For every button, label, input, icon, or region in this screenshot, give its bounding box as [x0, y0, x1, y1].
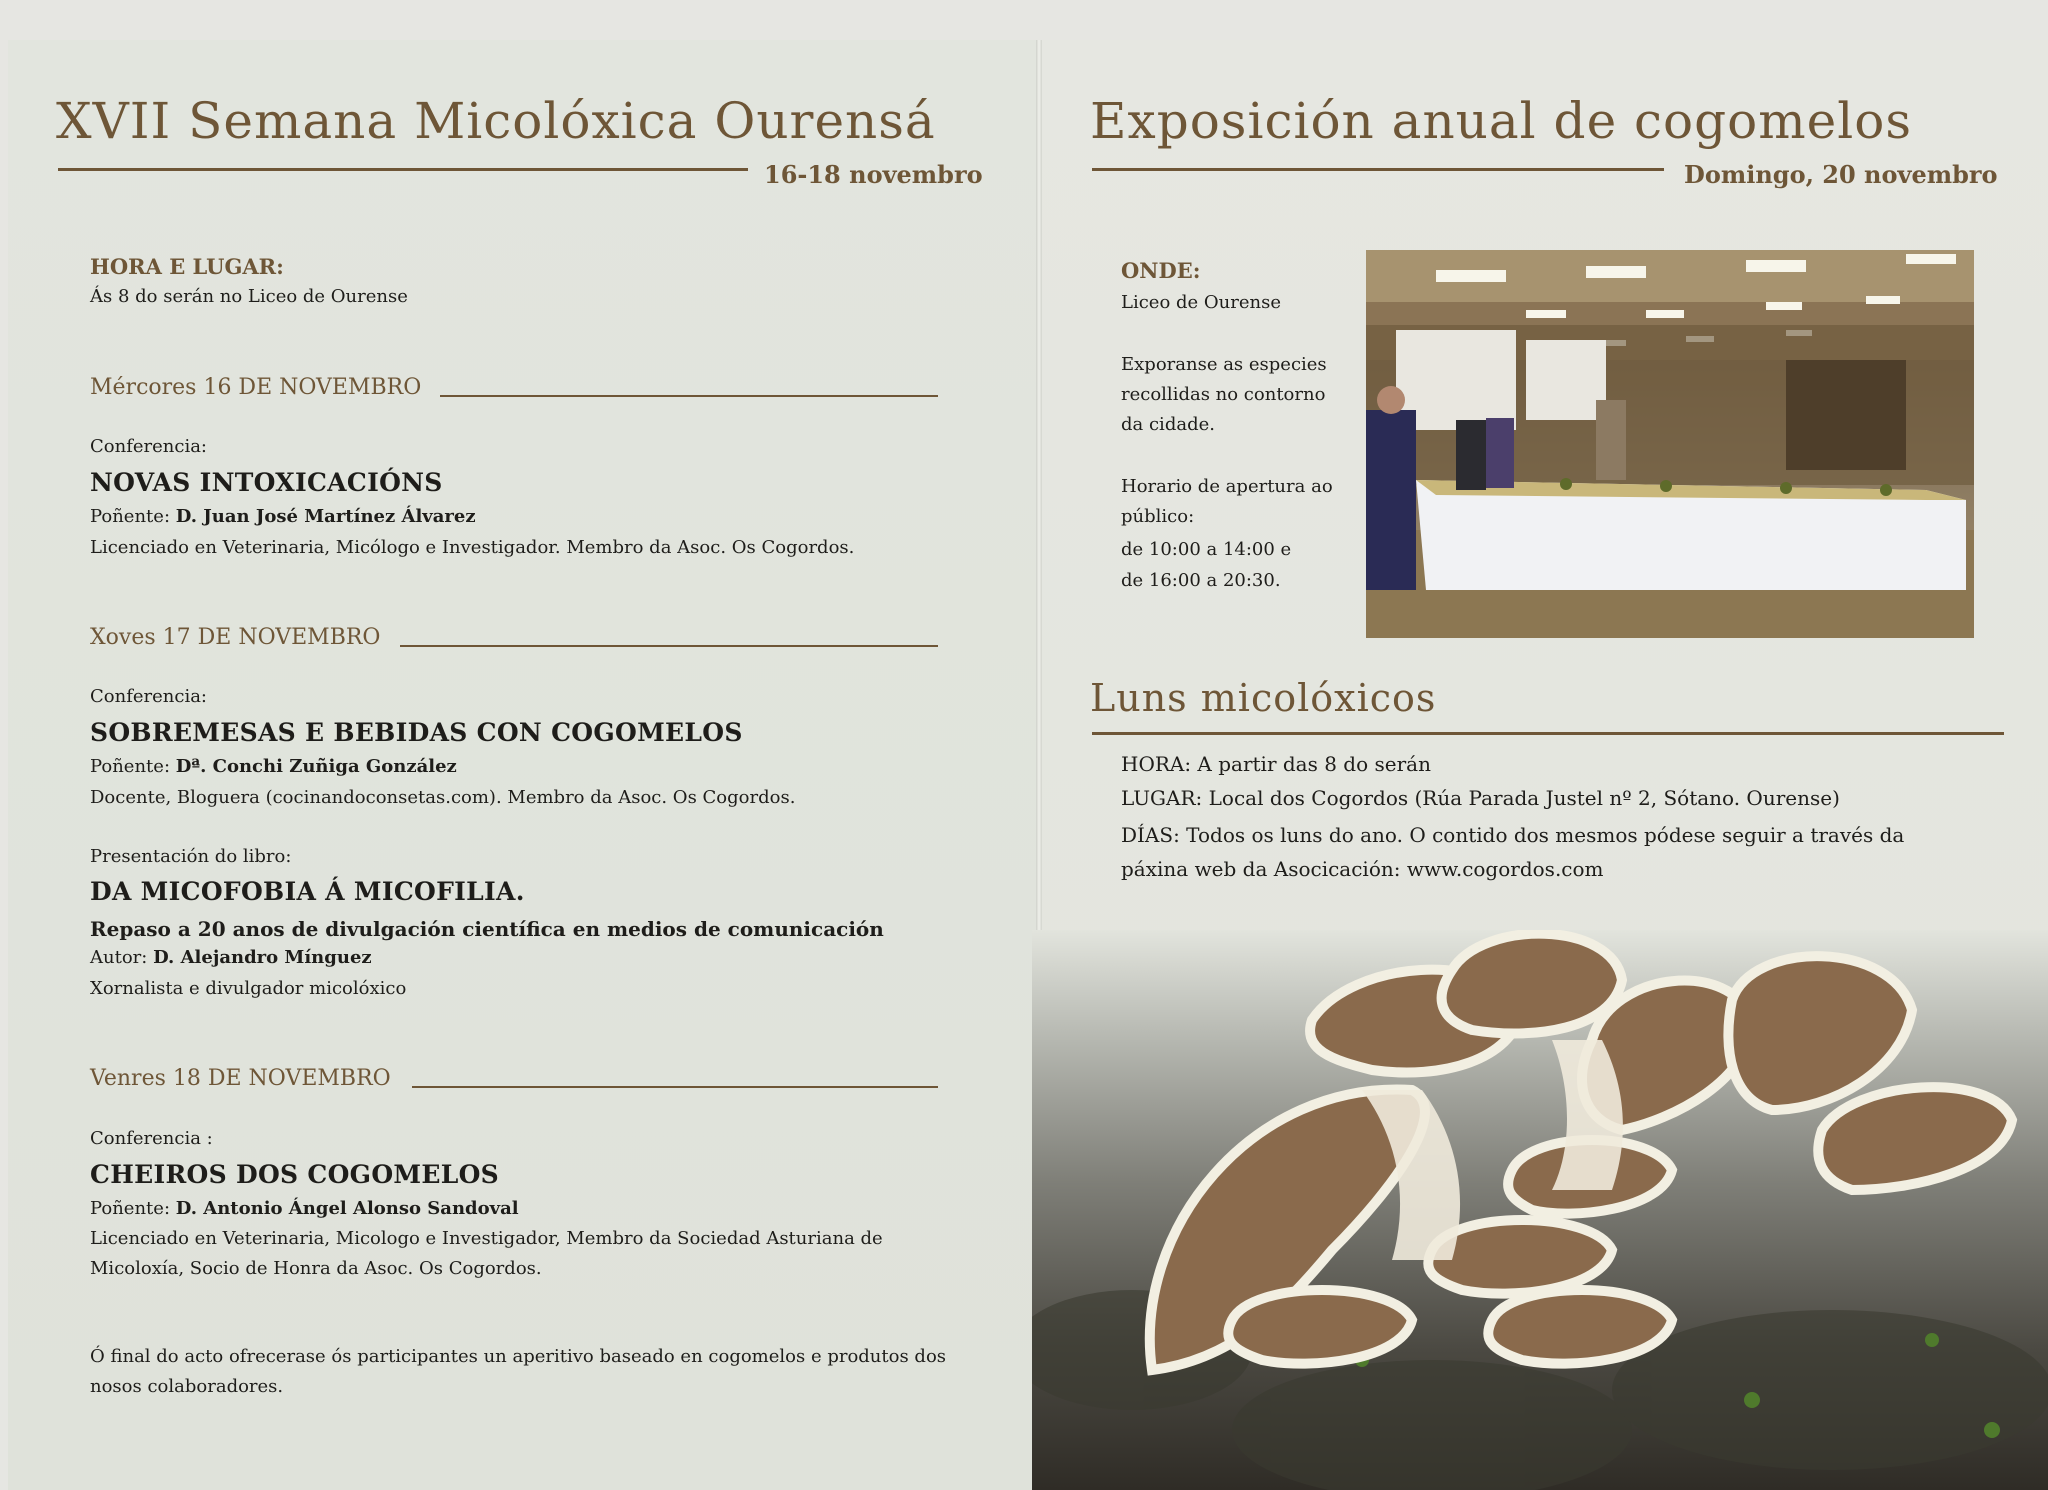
left-dates: 16-18 novembro — [764, 160, 983, 189]
speaker-prefix-3: Poñente: — [90, 1198, 176, 1219]
luns-lugar — [1121, 786, 1840, 810]
speaker-bio-3: Licenciado en Veterinaria, Micologo e Investigador, Membro da Sociedad Asturiana de Micoloxía, Socio de Honra da Asoc. Os Cogordos. — [90, 1228, 883, 1279]
luns-lugar-label: LUGAR: — [1121, 786, 1203, 810]
left-title: XVII Semana Micolóxica Ourensá — [56, 92, 936, 150]
horario-label: Horario de apertura ao público: — [1121, 476, 1333, 527]
mushroom-photo — [1032, 930, 2048, 1490]
luns-hora-label: HORA: — [1121, 752, 1192, 776]
luns-dias — [1121, 818, 1951, 886]
hora-lugar-text: Ás 8 do serán no Liceo de Ourense — [90, 286, 408, 307]
footer-note: Ó final do acto ofrecerase ós participantes un aperitivo baseado en cogomelos e produtos dos nosos colaboradores. — [90, 1346, 947, 1397]
exhibition-photo — [1366, 250, 1974, 638]
speaker-name-2: Dª. Conchi Zuñiga González — [175, 756, 457, 777]
talk-title-1: NOVAS INTOXICACIÓNS — [90, 468, 443, 497]
book-subtitle: Repaso a 20 anos de divulgación científica en medios de comunicación — [90, 917, 884, 941]
right-dates: Domingo, 20 novembro — [1684, 160, 1998, 189]
conf-label-3: Conferencia : — [90, 1128, 213, 1149]
hora-lugar-label: HORA E LUGAR: — [90, 254, 284, 279]
luns-dias-text: Todos os luns do ano. O contido dos mesmos pódese seguir a través da páxina web da Asocicación: www.cogordos.com — [1121, 823, 1905, 881]
author-prefix: Autor: — [90, 947, 154, 968]
author-name: D. Alejandro Mínguez — [153, 947, 372, 968]
luns-hora — [1121, 752, 1431, 776]
onde-text: Liceo de Ourense — [1121, 292, 1281, 313]
luns-dias-label: DÍAS: — [1121, 823, 1180, 847]
speaker-bio-1: Licenciado en Veterinaria, Micólogo e Investigador. Membro da Asoc. Os Cogordos. — [90, 537, 855, 558]
right-title: Exposición anual de cogomelos — [1090, 92, 1913, 150]
speaker-bio-2: Docente, Bloguera (cocinandoconsetas.com). Membro da Asoc. Os Cogordos. — [90, 787, 796, 808]
day-heading-2: Xoves 17 DE NOVEMBRO — [90, 625, 381, 650]
horario-1: de 10:00 a 14:00 e — [1121, 539, 1292, 560]
left-title-rule — [58, 168, 748, 171]
speaker-prefix-1: Poñente: — [90, 506, 176, 527]
author-bio: Xornalista e divulgador micolóxico — [90, 978, 407, 999]
luns-hora-text: A partir das 8 do serán — [1191, 752, 1431, 776]
book-title: DA MICOFOBIA Á MICOFILIA. — [90, 877, 525, 906]
talk-title-2: SOBREMESAS E BEBIDAS CON COGOMELOS — [90, 718, 743, 747]
day-heading-1: Mércores 16 DE NOVEMBRO — [90, 375, 422, 400]
speaker-name-1: D. Juan José Martínez Álvarez — [175, 506, 476, 527]
conf-label-1: Conferencia: — [90, 436, 207, 457]
speaker-line-2 — [90, 756, 457, 777]
luns-rule — [1092, 732, 2004, 735]
conf-label-2: Conferencia: — [90, 686, 207, 707]
expo-text: Exporanse as especies recollidas no contorno da cidade. — [1121, 354, 1327, 435]
speaker-prefix-2: Poñente: — [90, 756, 176, 777]
day-rule-1 — [440, 395, 938, 397]
day-heading-3: Venres 18 DE NOVEMBRO — [90, 1066, 391, 1091]
talk-title-3: CHEIROS DOS COGOMELOS — [90, 1160, 500, 1189]
book-label: Presentación do libro: — [90, 846, 292, 867]
day-rule-2 — [400, 645, 938, 647]
speaker-line-1 — [90, 506, 476, 527]
horario-2: de 16:00 a 20:30. — [1121, 570, 1281, 591]
onde-label: ONDE: — [1121, 258, 1201, 283]
luns-lugar-text: Local dos Cogordos (Rúa Parada Justel nº 2, Sótano. Ourense) — [1202, 786, 1840, 810]
speaker-name-3: D. Antonio Ángel Alonso Sandoval — [175, 1198, 519, 1219]
author-line — [90, 947, 372, 968]
luns-title: Luns micolóxicos — [1090, 676, 1437, 720]
day-rule-3 — [412, 1086, 938, 1088]
right-title-rule — [1092, 168, 1664, 171]
speaker-line-3 — [90, 1198, 519, 1219]
